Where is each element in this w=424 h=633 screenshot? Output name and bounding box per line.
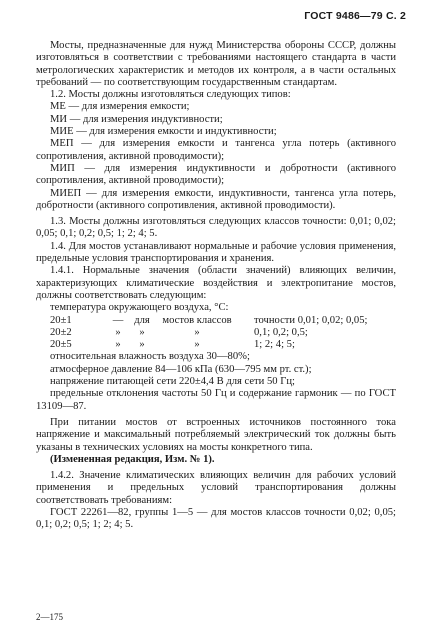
bridge-types-list [36, 101, 396, 212]
temp-ditto: » [139, 339, 145, 351]
temp-ditto: » [115, 339, 121, 351]
temp-value: 20±2 [50, 326, 72, 338]
temp-ditto: » [115, 326, 121, 338]
temperature-table [36, 315, 396, 352]
internal-power-paragraph: При питании мостов от встроенных источников постоянного тока напряжение и максимальный потребляемый электрический ток должны быть указаны в технических условиях на мосты конкретного типа. [36, 416, 396, 453]
intro-paragraph: Мосты, предназначенные для нужд Министерства обороны СССР, должны изготовляться в соответствии с требованиями настоящего стандарта в части метрологических характеристик и методов их контроля, а в части остальных требований — по соответствующим государственным стандартам. [36, 40, 396, 88]
temperature-row [36, 327, 396, 339]
temperature-label: температура окружающего воздуха, °С: [50, 302, 229, 314]
temp-classes: точности 0,01; 0,02; 0,05; [254, 314, 368, 326]
humidity-line: относительная влажность воздуха 30—80%; [50, 351, 250, 363]
clause-1-4: 1.4. Для мостов устанавливают нормальные и рабочие условия применения, предельные условия транспортирования и хранения. [36, 240, 396, 265]
temp-dash: — [112, 314, 124, 326]
voltage-line: напряжение питающей сети 220±4,4 В для сети 50 Гц; [50, 376, 295, 388]
page-footer-code: 2—175 [36, 612, 63, 622]
page-header: ГОСТ 9486—79 С. 2 [304, 10, 406, 22]
temp-classes: 0,1; 0,2; 0,5; [254, 326, 308, 338]
temp-value: 20±5 [50, 339, 72, 351]
gost-reference: ГОСТ 22261—82, группы 1—5 — для мостов классов точности 0,02; 0,05; 0,1; 0,2; 0,5; 1; 2; 4; 5. [36, 506, 396, 531]
temp-ditto: » [139, 326, 145, 338]
document-body [36, 40, 396, 532]
amendment-note: (Измененная редакция, Изм. № 1). [50, 453, 215, 465]
temp-for: для [134, 314, 150, 326]
clause-1-4-2: 1.4.2. Значение климатических влияющих величин для рабочих условий применения и предельных условий транспортирования должны соответствовать требованиям: [36, 470, 396, 506]
deviation-line: предельные отклонения частоты 50 Гц и содержание гармоник — по ГОСТ 13109—87. [36, 388, 396, 412]
type-me: МЕ — для измерения емкости; [50, 101, 190, 113]
temp-classes: 1; 2; 4; 5; [254, 339, 295, 351]
temp-bridges: мостов классов [162, 314, 232, 326]
clause-1-2: 1.2. Мосты должны изготовляться следующих типов: [50, 89, 291, 101]
type-miep: МИЕП — для измерения емкости, индуктивности, тангенса угла потерь, добротности (активного сопротивления, активной проводимости). [36, 187, 396, 211]
type-mie: МИЕ — для измерения емкости и индуктивности; [50, 126, 277, 138]
clause-1-3: 1.3. Мосты должны изготовляться следующих классов точности: 0,01; 0,02; 0,05; 0,1; 0,2; 0,5; 1; 2; 4; 5. [36, 216, 396, 240]
pressure-line: атмосферное давление 84—106 кПа (630—795 мм рт. ст.); [50, 363, 312, 375]
type-mep: МЕП — для измерения емкости и тангенса угла потерь (активного сопротивления, активной проводимости); [36, 138, 396, 162]
temperature-row [36, 339, 396, 351]
clause-1-4-1: 1.4.1. Нормальные значения (области значений) влияющих величин, характеризующих климатические воздействия и электропитание мостов, должны соответствовать следующим: [36, 265, 396, 301]
temp-ditto: » [194, 339, 200, 351]
temperature-row [36, 315, 396, 327]
type-mi: МИ — для измерения индуктивности; [50, 113, 223, 125]
type-mip: МИП — для измерения индуктивности и добротности (активного сопротивления, активной проводимости); [36, 162, 396, 187]
temp-ditto: » [194, 326, 200, 338]
temp-value: 20±1 [50, 314, 72, 326]
